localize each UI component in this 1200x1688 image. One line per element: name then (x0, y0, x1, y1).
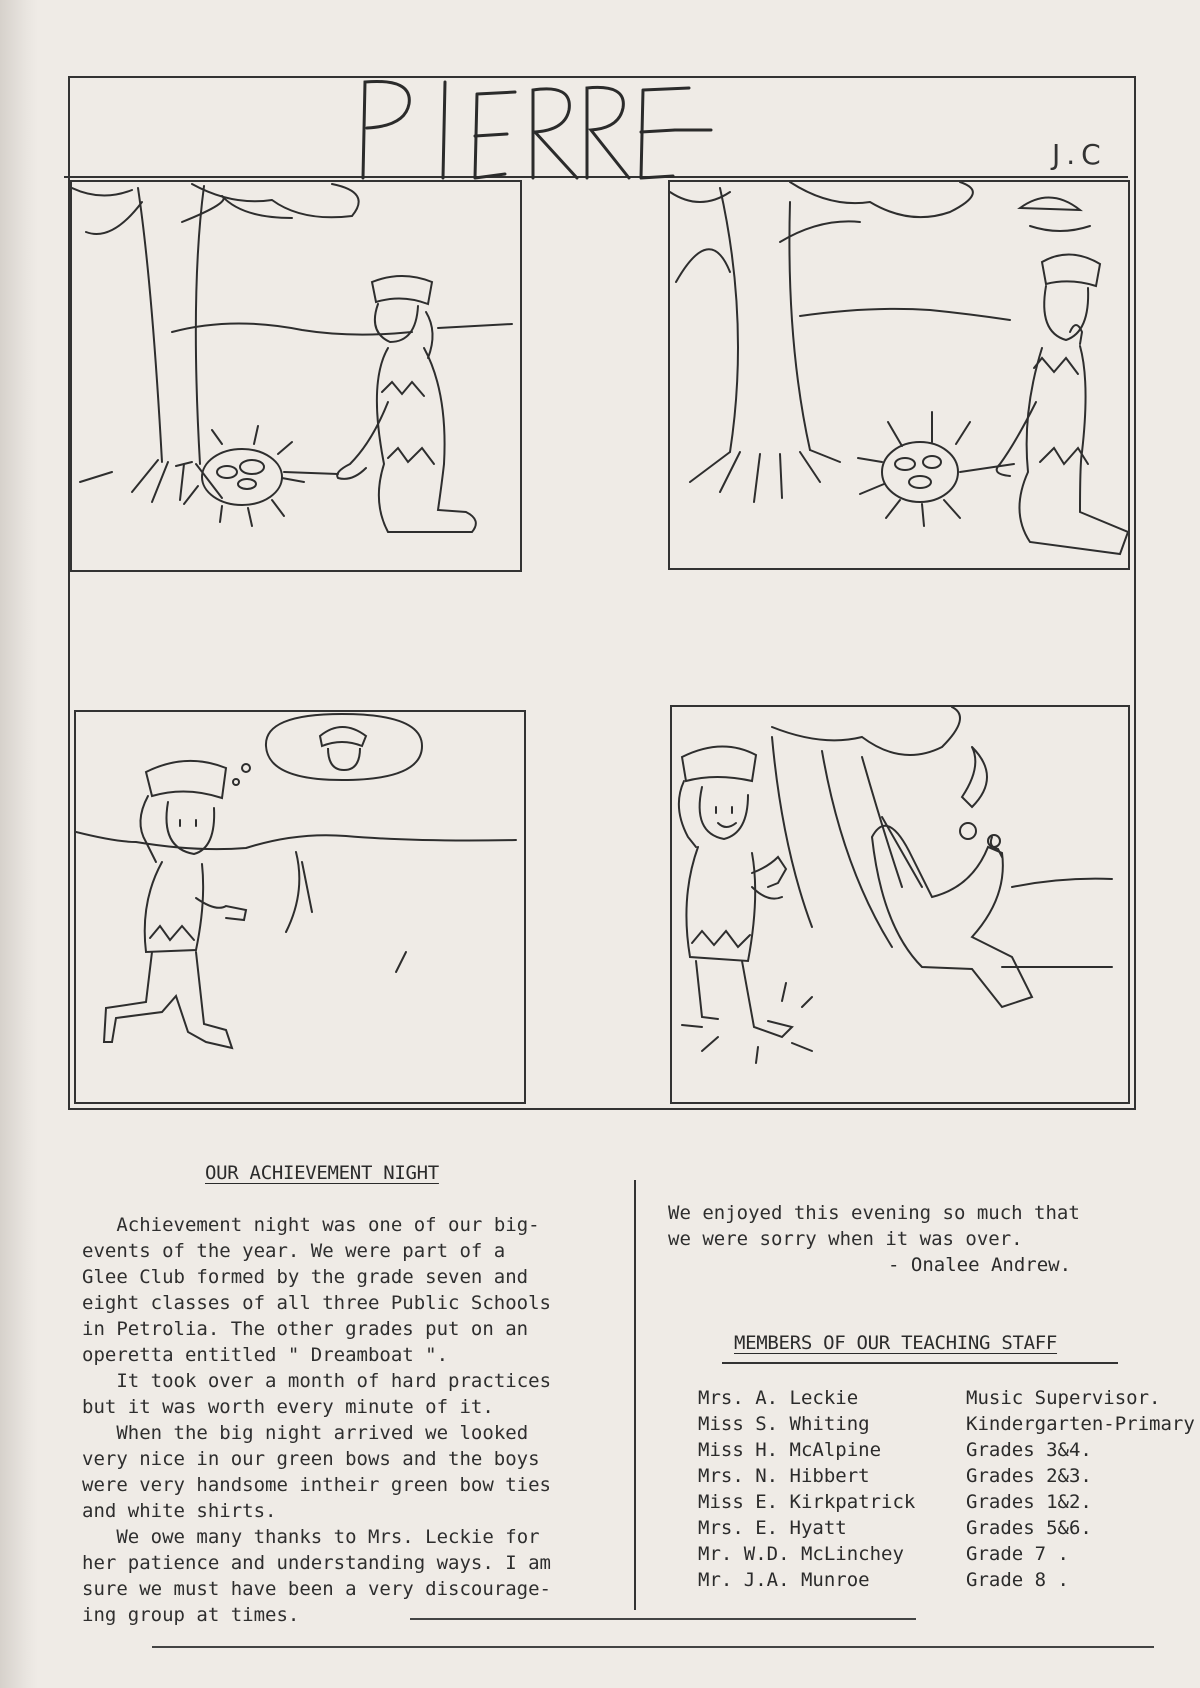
staff-name: Mrs. N. Hibbert (698, 1465, 870, 1487)
article-paragraph: Achievement night was one of our big- events of the year. We were part of a Glee Club formed by the grade seven and eight classes of all three Public Schools in Petrolia. The other grades put on an operetta entitled " Dreamboat ". (82, 1214, 551, 1366)
article-signature: - Onalee Andrew. (888, 1254, 1072, 1276)
staff-role: Grades 3&4. (966, 1439, 1092, 1461)
staff-name: Mrs. A. Leckie (698, 1387, 859, 1409)
bearded-man-with-fire-stick-drawing (670, 182, 1128, 568)
staff-row (698, 1567, 1195, 1593)
staff-role: Grade 7 . (966, 1543, 1069, 1565)
staff-role: Kindergarten-Primary (966, 1413, 1195, 1435)
staff-name: Mrs. E. Hyatt (698, 1517, 847, 1539)
page-binding-edge (0, 0, 38, 1688)
staff-row (698, 1463, 1195, 1489)
staff-heading: MEMBERS OF OUR TEACHING STAFF (734, 1332, 1058, 1354)
staff-row (698, 1489, 1195, 1515)
staff-row (698, 1541, 1195, 1567)
article-paragraph: When the big night arrived we looked very nice in our green bows and the boys were very handsome intheir green bow ties and white shirts. (82, 1422, 551, 1522)
staff-name: Mr. W.D. McLinchey (698, 1543, 904, 1565)
staff-name: Miss S. Whiting (698, 1413, 870, 1435)
staff-row (698, 1385, 1195, 1411)
staff-list (698, 1385, 1195, 1593)
staff-role: Grade 8 . (966, 1569, 1069, 1591)
staff-row (698, 1515, 1195, 1541)
staff-role: Grades 5&6. (966, 1517, 1092, 1539)
staff-heading-rule (722, 1362, 1118, 1364)
thought-bubble (262, 710, 426, 782)
staff-row (698, 1411, 1195, 1437)
comic-panel-2 (668, 180, 1130, 570)
comic-panel-1 (70, 180, 522, 572)
bottom-rule (152, 1646, 1154, 1648)
staff-name: Miss E. Kirkpatrick (698, 1491, 916, 1513)
staff-role: Grades 2&3. (966, 1465, 1092, 1487)
boy-with-fire-stick-drawing (72, 182, 520, 570)
staff-role: Grades 1&2. (966, 1491, 1092, 1513)
artist-initials: J.C (1052, 138, 1107, 171)
article-body (82, 1212, 642, 1628)
staff-role: Music Supervisor. (966, 1387, 1161, 1409)
boy-surprised-by-figure-drawing (672, 707, 1128, 1102)
article-continuation (668, 1200, 1188, 1252)
staff-name: Mr. J.A. Munroe (698, 1569, 870, 1591)
article-paragraph: We owe many thanks to Mrs. Leckie for her patience and understanding ways. I am sure we must have been a very discourage- ing group at times. (82, 1526, 551, 1626)
comic-panel-4 (670, 705, 1130, 1104)
comic-title (355, 74, 715, 180)
article-continuation-text: We enjoyed this evening so much that we were sorry when it was over. (668, 1202, 1080, 1250)
comic-title-lettering (355, 74, 715, 180)
staff-name: Miss H. McAlpine (698, 1439, 882, 1461)
staff-row (698, 1437, 1195, 1463)
article-heading: OUR ACHIEVEMENT NIGHT (205, 1162, 439, 1184)
article-paragraph: It took over a month of hard practices but it was worth every minute of it. (82, 1370, 552, 1418)
column-divider (634, 1180, 636, 1610)
bottom-rule (410, 1618, 916, 1620)
